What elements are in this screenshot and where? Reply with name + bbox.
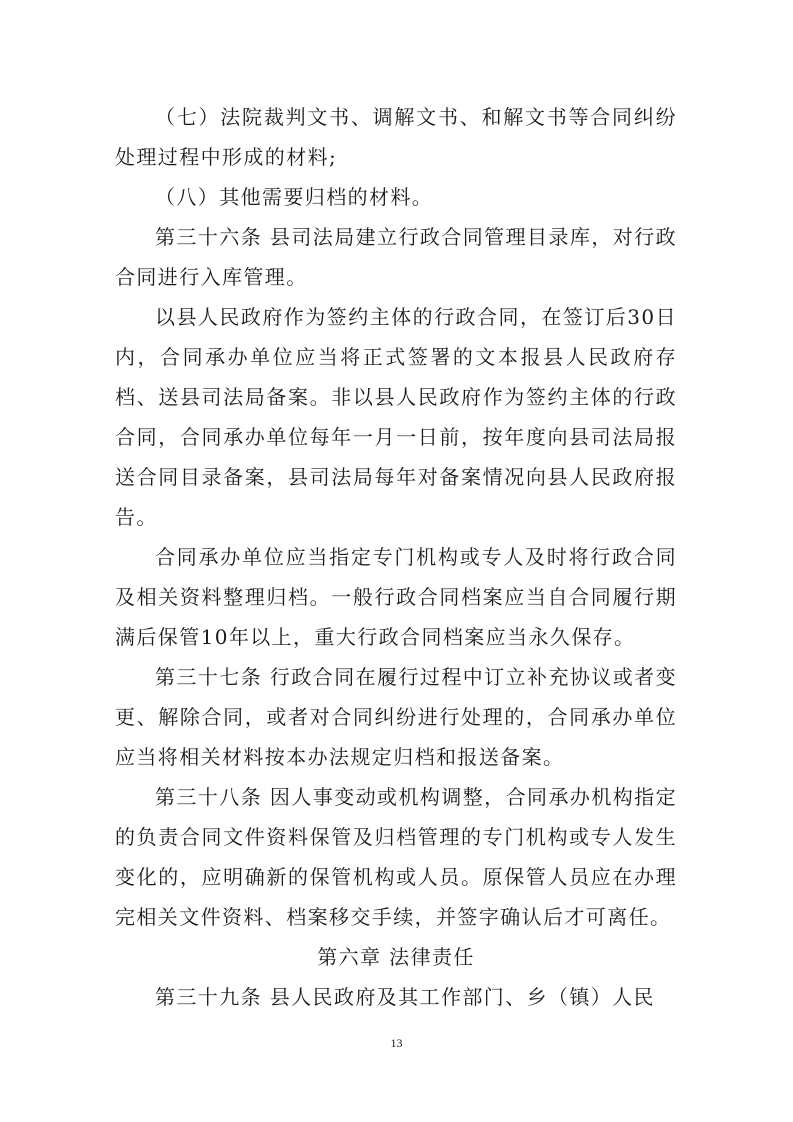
article-36-para-3: 合同承办单位应当指定专门机构或专人及时将行政合同及相关资料整理归档。一般行政合同档案应当自合同履行期满后保管10年以上，重大行政合同档案应当永久保存。: [115, 545, 677, 649]
article-39: 第三十九条 县人民政府及其工作部门、乡（镇）人民: [155, 985, 655, 1009]
article-38: 第三十八条 因人事变动或机构调整，合同承办机构指定的负责合同文件资料保管及归档管理的专门机构或专人发生变化的，应明确新的保管机构或人员。原保管人员应在办理完相关文件资料、档案移交手续，并签字确认后才可离任。: [115, 785, 677, 929]
chapter-heading: 第六章 法律责任: [317, 945, 475, 969]
document-body: [115, 97, 677, 1017]
article-36: 第三十六条 县司法局建立行政合同管理目录库，对行政合同进行入库管理。: [115, 225, 677, 289]
paragraph-item-7: （七）法院裁判文书、调解文书、和解文书等合同纠纷处理过程中形成的材料;: [115, 105, 677, 169]
article-37: 第三十七条 行政合同在履行过程中订立补充协议或者变更、解除合同，或者对合同纠纷进行处理的，合同承办单位应当将相关材料按本办法规定归档和报送备案。: [115, 665, 677, 769]
article-36-para-2: 以县人民政府作为签约主体的行政合同，在签订后30日内，合同承办单位应当将正式签署的文本报县人民政府存档、送县司法局备案。非以县人民政府作为签约主体的行政合同，合同承办单位每年一月一日前，按年度向县司法局报送合同目录备案，县司法局每年对备案情况向县人民政府报告。: [115, 305, 677, 529]
page-number: 13: [390, 1036, 403, 1050]
paragraph-item-8: （八）其他需要归档的材料。: [155, 185, 434, 209]
